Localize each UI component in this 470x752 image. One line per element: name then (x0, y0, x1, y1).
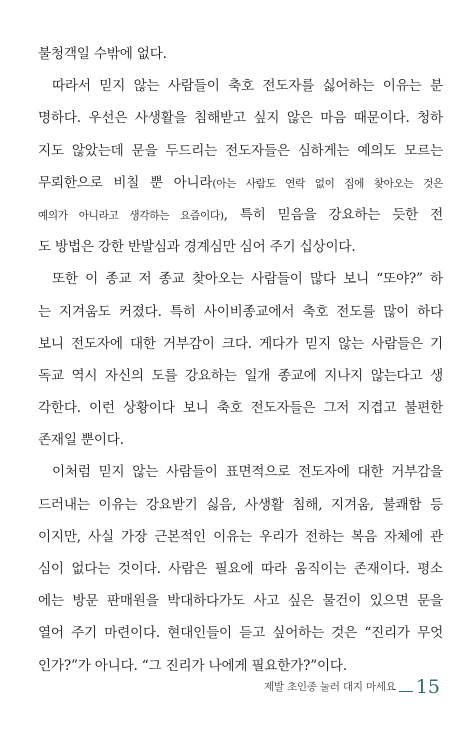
line-text: 도 방법은 강한 반발심과 경계심만 심어 주기 십상이다. (38, 239, 356, 256)
line-text: 따라서 믿지 않는 사람들이 축호 전도자를 싫어하는 이유는 분 (52, 78, 443, 95)
parenthetical-text: 예의가 아니라고 생각하는 요즘이다) (38, 209, 224, 222)
text-line (38, 360, 443, 392)
text-line (38, 102, 443, 134)
line-text: 열어 주기 마련이다. 현대인들이 듣고 싶어하는 것은 “진리가 무엇 (38, 625, 443, 642)
text-line (38, 424, 443, 456)
line-text: 에는 방문 판매원을 박대하다가도 사고 싶은 물건이 있으면 문을 (38, 593, 443, 610)
text-line (38, 263, 443, 295)
text-line (38, 617, 443, 649)
line-text: , 특히 믿음을 강요하는 듯한 전 (223, 206, 443, 223)
line-text: 독교 역시 자신의 도를 강요하는 일개 종교에 지나지 않는다고 생 (38, 367, 443, 384)
line-text: 이처럼 믿지 않는 사람들이 표면적으로 전도자에 대한 거부감을 (52, 464, 443, 481)
text-line (38, 135, 443, 167)
text-line (38, 489, 443, 521)
line-text: 또한 이 종교 저 종교 찾아오는 사람들이 많다 보니 “또야?” 하 (52, 271, 443, 288)
text-line (38, 70, 443, 102)
line-text: 인가?”가 아니다. “그 진리가 나에게 필요한가?”이다. (38, 657, 347, 674)
page-number: 15 (415, 676, 440, 698)
text-line (38, 521, 443, 553)
paragraph (38, 456, 443, 681)
line-text: 드러내는 이유는 강요받기 싫음, 사생활 침해, 지겨움, 불쾌함 등 (38, 496, 443, 513)
line-text: 존재일 뿐이다. (38, 432, 124, 449)
line-text: 보니 전도자에 대한 거부감이 크다. 게다가 믿지 않는 사람들은 기 (38, 335, 443, 352)
line-text: 지도 않았는데 문을 두드리는 전도자들은 심하게는 예의도 모르는 (38, 142, 443, 159)
text-line (38, 392, 443, 424)
text-line (38, 456, 443, 488)
body-text (38, 38, 443, 682)
text-line (38, 585, 443, 617)
text-line (38, 199, 443, 231)
text-line (38, 553, 443, 585)
line-text: 심이 없다는 것이다. 사람은 필요에 따라 움직이는 존재이다. 평소 (38, 561, 443, 577)
running-title: 제발 초인종 눌러 대지 마세요 (263, 681, 396, 693)
line-text: 는 지겨움도 커졌다. 특히 사이비종교에서 축호 전도를 많이 하다 (38, 303, 443, 320)
paragraph (38, 38, 443, 70)
text-line (38, 38, 443, 70)
line-text: 이지만, 사실 가장 근본적인 이유는 우리가 전하는 복음 자체에 관 (38, 528, 443, 545)
line-text: 명하다. 우선은 사생활을 침해받고 싶지 않은 마음 때문이다. 청하 (38, 110, 443, 127)
text-line (38, 328, 443, 360)
text-line (38, 167, 443, 199)
page-footer (264, 676, 440, 698)
line-text: 불청객일 수밖에 없다. (38, 46, 167, 62)
paragraph (38, 263, 443, 456)
footer-rule (399, 691, 413, 692)
parenthetical-text: (아는 사람도 연락 없이 집에 찾아오는 것은 (212, 177, 443, 190)
text-line (38, 231, 443, 263)
line-text: 각한다. 이런 상황이다 보니 축호 전도자들은 그저 지겹고 불편한 (38, 400, 443, 417)
line-text: 무뢰한으로 비칠 뿐 아니라 (38, 174, 213, 191)
paragraph (38, 70, 443, 263)
text-line (38, 296, 443, 328)
